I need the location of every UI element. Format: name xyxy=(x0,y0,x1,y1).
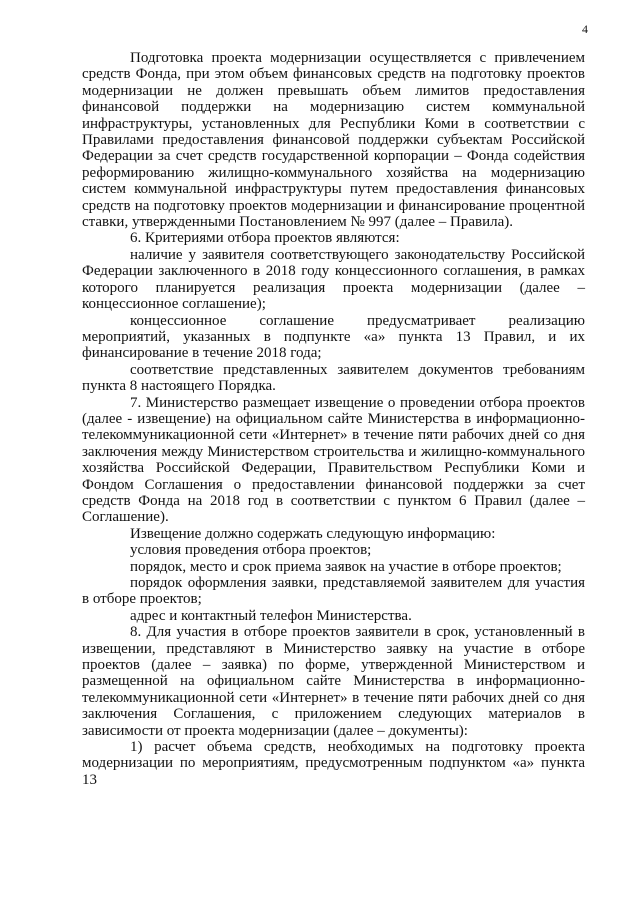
paragraph-criterion-concession: наличие у заявителя соответствующего законодательству Российской Федерации заключенного в 2018 году концессионного соглашения, в рамках которого планируется реализация проекта модернизации (далее – концессионное соглашение); xyxy=(82,246,585,313)
paragraph-criterion-documents: соответствие представленных заявителем документов требованиям пункта 8 настоящего Порядка. xyxy=(82,361,585,395)
document-body xyxy=(82,50,585,788)
paragraph-notice: 7. Министерство размещает извещение о проведении отбора проектов (далее - извещение) на официальном сайте Министерства в информационно-телекоммуникационной сети «Интернет» в течение пяти рабочих дней со дня заключения между Министерством строительства и жилищно-коммунального хозяйства Российской Федерации, Правительством Республики Коми и Фондом Соглашения о предоставлении финансовой поддержки за счет средств Фонда на 2018 год в соответствии с пунктом 6 Правил (далее – Соглашение). xyxy=(82,394,585,526)
paragraph-notice-item-contacts: адрес и контактный телефон Министерства. xyxy=(130,607,412,624)
paragraph-notice-item-application: порядок оформления заявки, представляемой заявителем для участия в отборе проектов; xyxy=(82,575,585,608)
paragraph-funding: Подготовка проекта модернизации осуществляется с привлечением средств Фонда, при этом объем финансовых средств на подготовку проектов модернизации не должен превышать объем лимитов предоставления финансовой поддержки на модернизацию систем коммунальной инфраструктуры, установленных для Республики Коми в соответствии с Правилами предоставления финансовой поддержки субъектам Российской Федерации за счет средств государственной корпорации – Фонда содействия реформированию жилищно-коммунального хозяйства на модернизацию систем коммунальной инфраструктуры путем предоставления финансовых средств на подготовку проектов модернизации и финансирование процентной ставки, утвержденными Постановлением № 997 (далее – Правила). xyxy=(82,50,585,231)
page-number: 4 xyxy=(582,22,588,36)
paragraph-criteria-heading: 6. Критериями отбора проектов являются: xyxy=(130,230,400,247)
paragraph-notice-content: Извещение должно содержать следующую информацию: xyxy=(130,525,496,542)
paragraph-application: 8. Для участия в отборе проектов заявители в срок, установленный в извещении, представляют в Министерство заявку на участие в отборе проектов (далее – заявка) по форме, утвержденной Министерством и размещенной на официальном сайте Министерства в информационно-телекоммуникационной сети «Интернет» в течение пяти рабочих дней со дня заключения Соглашения, с приложением следующих материалов в зависимости от проекта модернизации (далее – документы): xyxy=(82,624,585,739)
paragraph-criterion-measures: концессионное соглашение предусматривает реализацию мероприятий, указанных в подпункте «а» пункта 13 Правил, и их финансирование в течение 2018 года; xyxy=(82,312,585,362)
paragraph-notice-item-conditions: условия проведения отбора проектов; xyxy=(130,542,372,559)
paragraph-notice-item-procedure: порядок, место и срок приема заявок на участие в отборе проектов; xyxy=(130,558,562,575)
paragraph-list-item-1: 1) расчет объема средств, необходимых на подготовку проекта модернизации по мероприятиям, предусмотренным подпунктом «а» пункта 13 xyxy=(82,739,585,788)
